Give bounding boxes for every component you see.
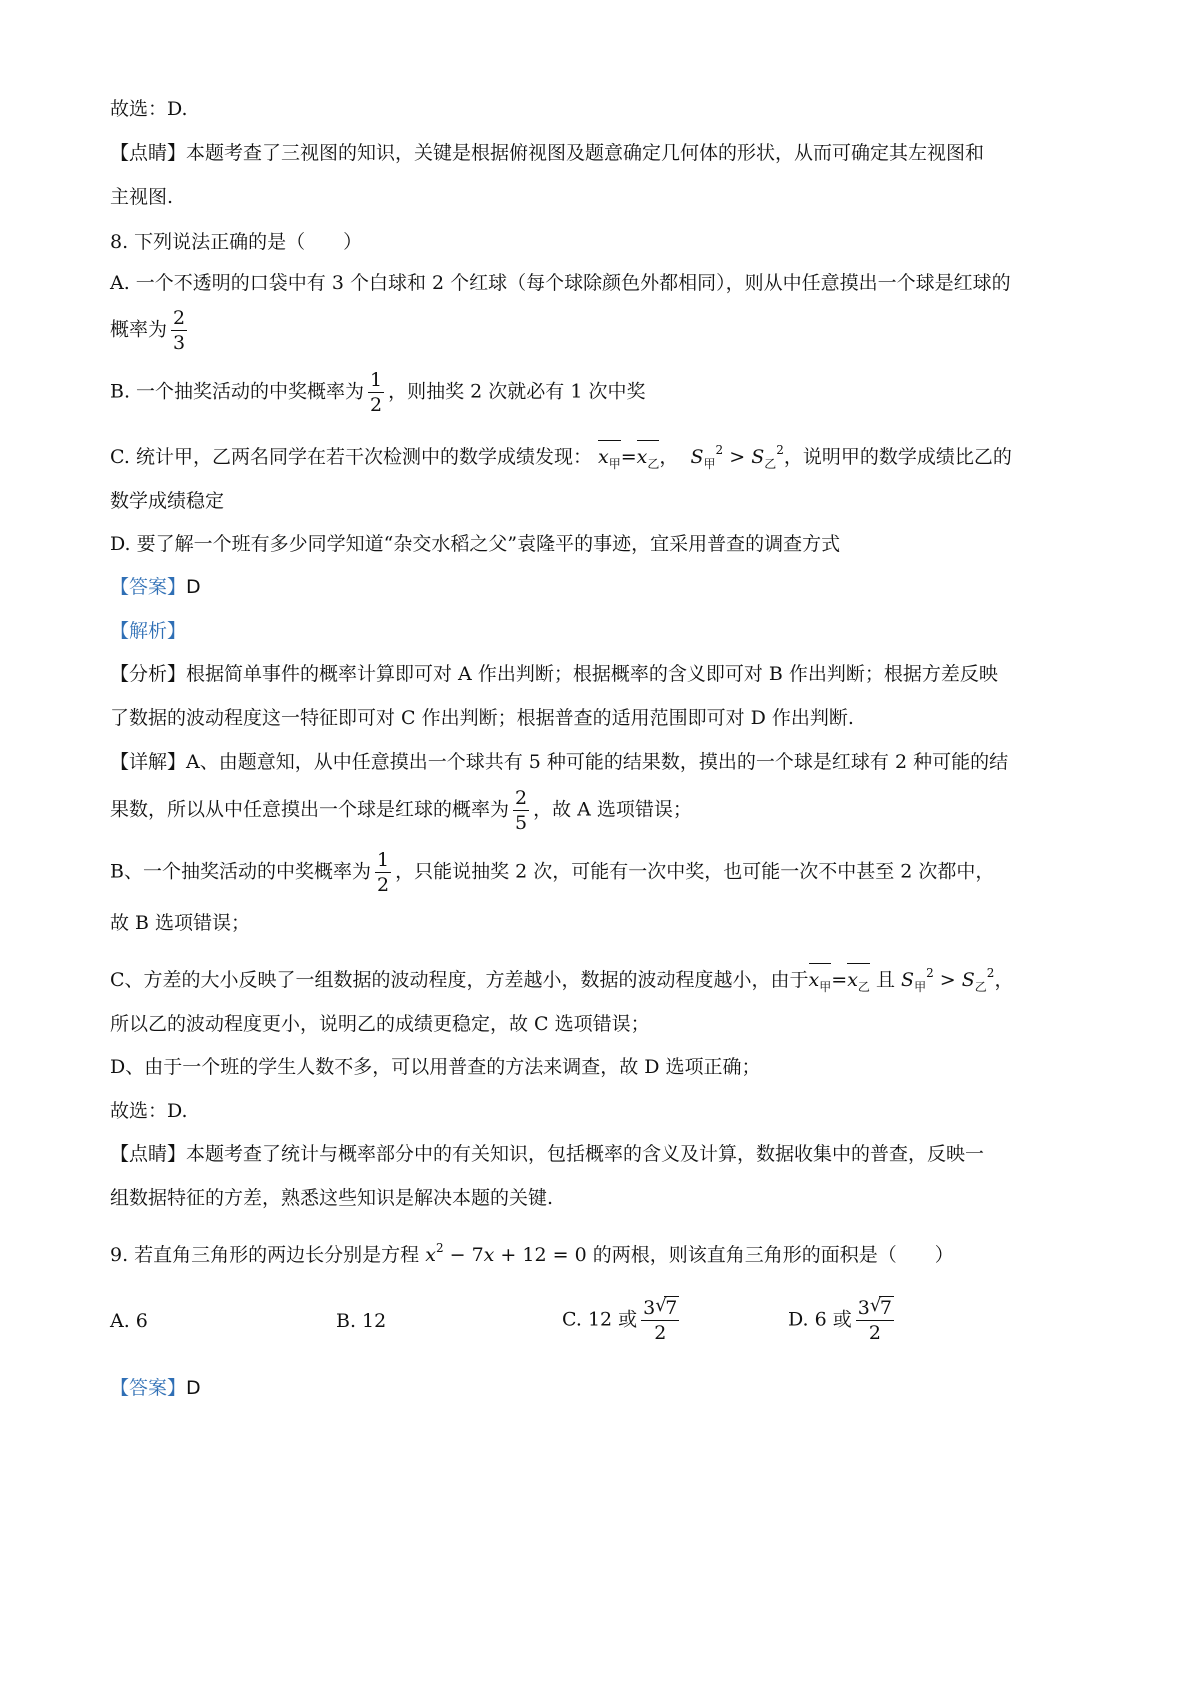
q8-comment-line2: 组数据特征的方差，熟悉这些知识是解决本题的关键.: [110, 1187, 554, 1209]
mean-yi: $x_乙$: [847, 963, 870, 1000]
q8-xiangjie-a-line2: 果数，所以从中任意摸出一个球是红球的概率为 $\frac{2}{5}$ ，故 A 选项错误；: [110, 787, 692, 834]
fraction: $\frac{2}{3}$: [173, 307, 186, 354]
q8-comment: 【点睛】本题考查了统计与概率部分中的有关知识，包括概率的含义及计算，数据收集中的普查，反映一: [110, 1143, 985, 1165]
q8-xiangjie-c: C、方差的大小反映了一组数据的波动程度，方差越小，数据的波动程度越小，由于 $x_甲=$ $x_乙$ 且 $S_甲^2 > S_乙^2$，: [110, 960, 1013, 1000]
fraction: 3 √ 7 2: [643, 1295, 678, 1344]
q8-xiangjie-c-line2: 所以乙的波动程度更小，说明乙的成绩更稳定，故 C 选项错误；: [110, 1013, 650, 1035]
sqrt: √ 7: [869, 1295, 892, 1319]
q9-answer: 【答案】D: [110, 1377, 201, 1399]
fraction: 3 √ 7 2: [857, 1295, 892, 1344]
q8-analysis-tag: 【解析】: [110, 620, 187, 642]
q8-conclusion: 故选：D.: [110, 1100, 188, 1122]
mean-jia: $x_甲$: [598, 440, 621, 477]
sqrt: √ 7: [655, 1295, 678, 1319]
q8-xiangjie-d: D、由于一个班的学生人数不多，可以用普查的方法来调查，故 D 选项正确；: [110, 1056, 761, 1078]
prev-comment-line2: 主视图.: [110, 186, 174, 208]
q8-option-c: C. 统计甲，乙两名同学在若干次检测中的数学成绩发现： $x_甲=$ $x_乙$， $S_甲^2 > S_乙^2$，说明甲的数学成绩比乙的: [110, 437, 1012, 477]
q8-option-d: D. 要了解一个班有多少同学知道“杂交水稻之父”袁隆平的事迹，宜采用普查的调查方式: [110, 533, 841, 555]
q9-option-b: B. 12: [336, 1310, 387, 1332]
q8-stem: 8. 下列说法正确的是（ ）: [110, 231, 363, 253]
q8-answer: 【答案】D: [110, 576, 201, 598]
prev-conclusion: 故选：D.: [110, 98, 188, 120]
fraction: $\frac{1}{2}$: [376, 849, 390, 896]
q8-xiangjie-b: B、一个抽奖活动的中奖概率为 $\frac{1}{2}$ ，只能说抽奖 2 次，可能有一次中奖，也可能一次不中甚至 2 次都中，: [110, 849, 995, 896]
q8-fenxi: 【分析】根据简单事件的概率计算即可对 A 作出判断；根据概率的含义即可对 B 作出判断；根据方差反映: [110, 663, 998, 685]
mean-yi: $x_乙$: [637, 440, 660, 477]
q8-xiangjie-a: 【详解】A、由题意知，从中任意摸出一个球共有 5 种可能的结果数，摸出的一个球是红球有 2 种可能的结: [110, 751, 1009, 773]
q9-option-d: D. 6 或 3 √ 7 2: [788, 1295, 892, 1344]
prev-comment: 【点睛】本题考查了三视图的知识，关键是根据俯视图及题意确定几何体的形状，从而可确定其左视图和: [110, 142, 985, 164]
mean-jia: $x_甲$: [809, 963, 832, 1000]
q8-fenxi-line2: 了数据的波动程度这一特征即可对 C 作出判断；根据普查的适用范围即可对 D 作出判断.: [110, 707, 854, 729]
fraction: $\frac{1}{2}$: [370, 369, 383, 416]
q9-options: [110, 1296, 1100, 1356]
q8-xiangjie-b-line2: 故 B 选项错误；: [110, 912, 251, 934]
q8-option-a-line2: 概率为 $\frac{2}{3}$: [110, 307, 186, 354]
q9-option-a: A. 6: [110, 1310, 148, 1332]
q8-option-c-line2: 数学成绩稳定: [110, 490, 225, 512]
answer-tag: 【答案】: [110, 1377, 187, 1399]
q8-option-a: A. 一个不透明的口袋中有 3 个白球和 2 个红球（每个球除颜色外都相同），则从中任意摸出一个球是红球的: [110, 272, 1011, 294]
comment-tag: 【点睛】: [110, 142, 187, 164]
q8-option-b: B. 一个抽奖活动的中奖概率为 $\frac{1}{2}$ ，则抽奖 2 次就必有 1 次中奖: [110, 369, 646, 416]
fraction: $\frac{2}{5}$: [515, 787, 528, 834]
q9-stem: 9. 若直角三角形的两边长分别是方程 $x^2 - 7x + 12 = 0$ 的两根，则该直角三角形的面积是（ ）: [110, 1241, 954, 1266]
answer-tag: 【答案】: [110, 576, 187, 598]
q9-option-c: C. 12 或 3 √ 7 2: [562, 1295, 678, 1344]
